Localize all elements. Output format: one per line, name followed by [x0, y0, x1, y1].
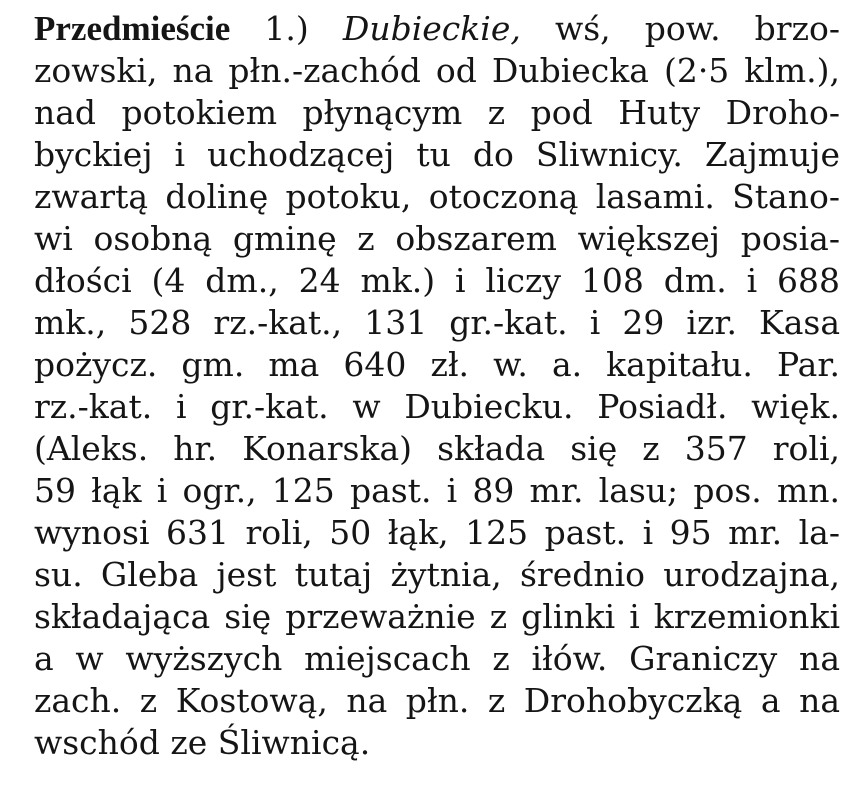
entry-number-marker: 1.) — [264, 9, 309, 48]
entry-line: wi osobną gminę z obszarem większej posia- — [34, 219, 840, 258]
entry-line-1-rest: wś, pow. brzo- — [554, 9, 840, 48]
entry-line-1 — [34, 8, 840, 50]
entry-line: składająca się przeważnie z glinki i krzemionki — [34, 597, 840, 636]
entry-line: pożycz. gm. ma 640 zł. w. a. kapitału. Par. — [34, 345, 840, 384]
entry-line: zowski, na płn.-zachód od Dubiecka (2·5 klm.), — [34, 51, 840, 90]
entry-line: wschód ze Śliwnicą. — [34, 723, 371, 762]
entry-line: dłości (4 dm., 24 mk.) i liczy 108 dm. i 688 — [34, 261, 840, 300]
entry-line: zach. z Kostową, na płn. z Drohobyczką a na — [34, 681, 840, 720]
entry-line: su. Gleba jest tutaj żytnia, średnio urodzajna, — [34, 555, 840, 594]
entry-line: zwartą dolinę potoku, otoczoną lasami. Stano- — [34, 177, 840, 216]
entry-line: 59 łąk i ogr., 125 past. i 89 mr. lasu; pos. mn. — [34, 471, 840, 510]
entry-line: a w wyższych miejscach z iłów. Graniczy na — [34, 639, 840, 678]
entry-line: byckiej i uchodzącej tu do Sliwnicy. Zajmuje — [34, 135, 840, 174]
entry-line: nad potokiem płynącym z pod Huty Droho- — [34, 93, 840, 132]
entry-line: (Aleks. hr. Konarska) składa się z 357 roli, — [34, 429, 840, 468]
entry-line: wynosi 631 roli, 50 łąk, 125 past. i 95 mr. la- — [34, 513, 840, 552]
entry-place-name: Dubieckie, — [342, 9, 521, 48]
entry-headword: Przedmieście — [34, 9, 231, 48]
entry-line: mk., 528 rz.-kat., 131 gr.-kat. i 29 izr. Kasa — [34, 303, 840, 342]
entry-line: rz.-kat. i gr.-kat. w Dubiecku. Posiadł. więk. — [34, 387, 840, 426]
